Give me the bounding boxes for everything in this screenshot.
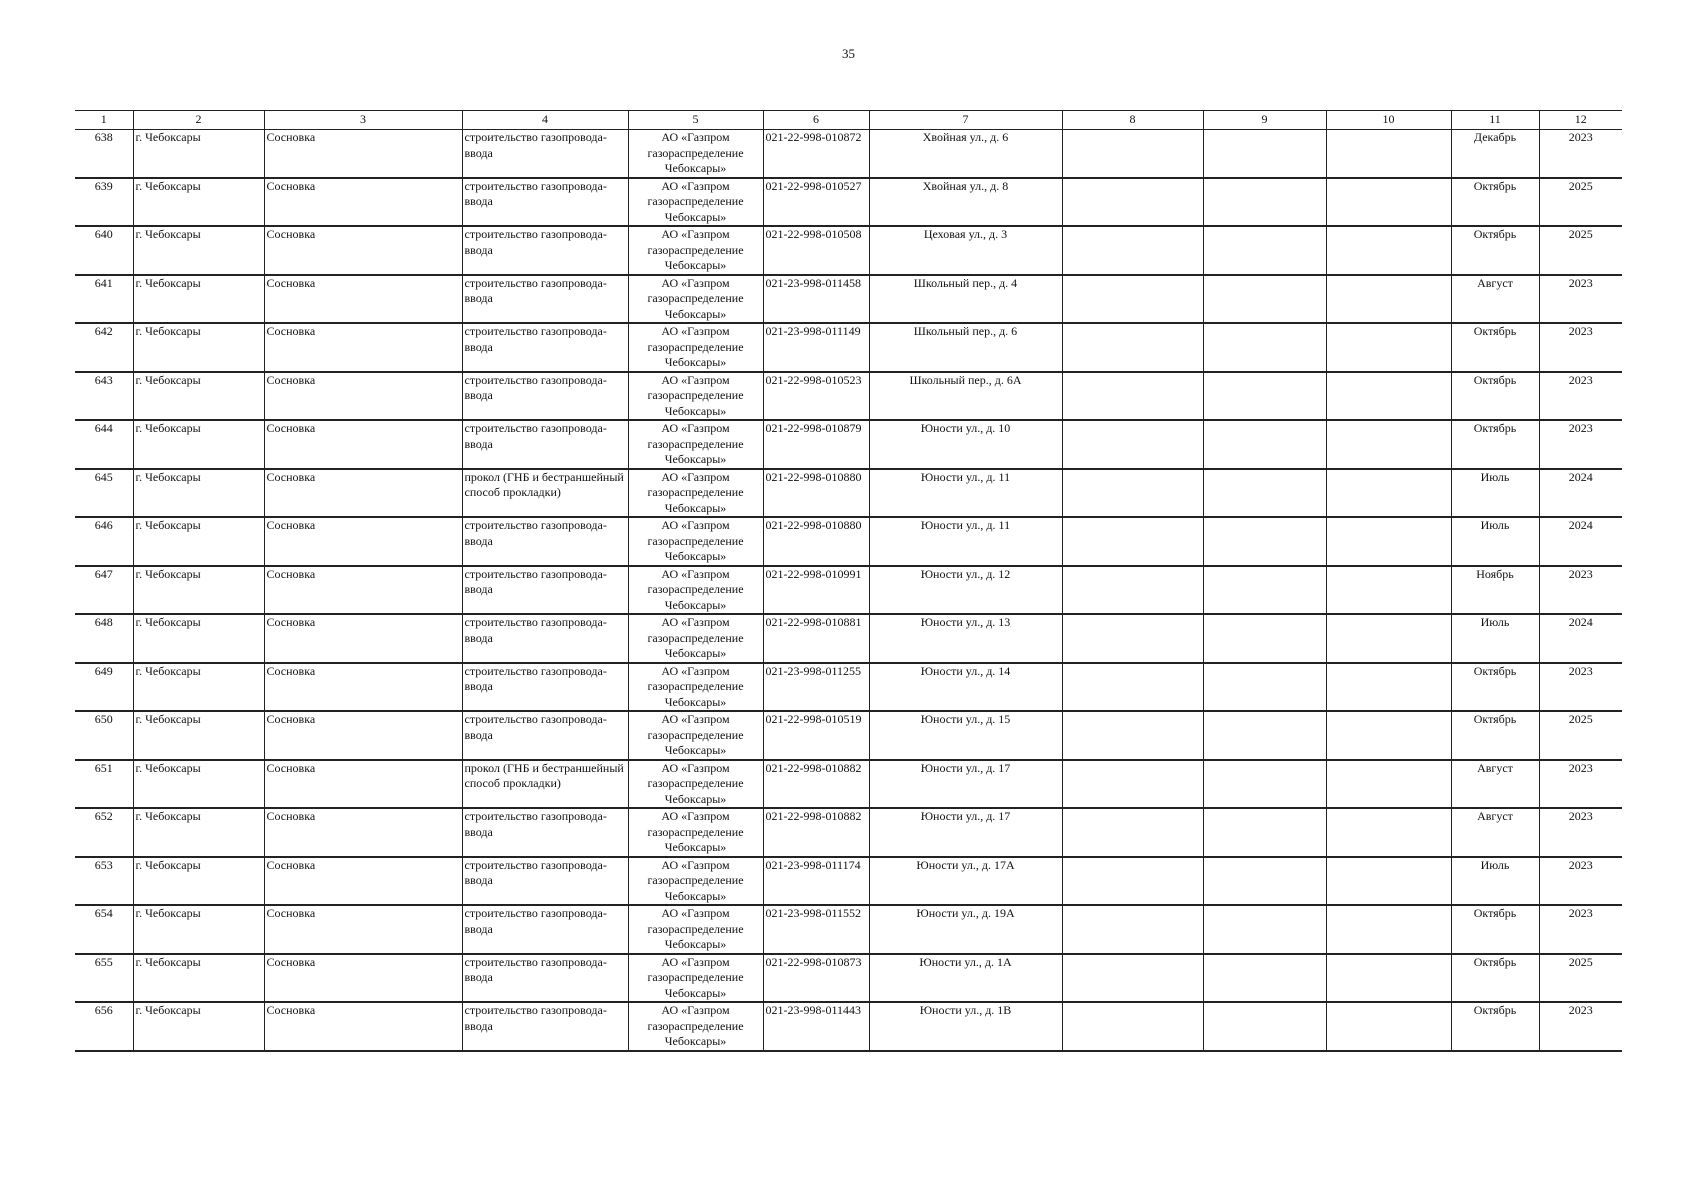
cell-col8	[1062, 711, 1203, 760]
cell-col10	[1326, 130, 1451, 178]
cell-year: 2025	[1539, 954, 1622, 1003]
cell-row-number: 645	[75, 469, 133, 518]
cell-work-type: строительство газопровода-ввода	[462, 178, 628, 227]
cell-organization: АО «Газпром газораспределение Чебоксары»	[628, 566, 763, 615]
cell-district: Сосновка	[264, 420, 462, 469]
cell-city: г. Чебоксары	[133, 905, 264, 954]
cell-city: г. Чебоксары	[133, 323, 264, 372]
cell-city: г. Чебоксары	[133, 226, 264, 275]
cell-organization: АО «Газпром газораспределение Чебоксары»	[628, 178, 763, 227]
column-header: 12	[1539, 111, 1622, 130]
cell-address: Юности ул., д. 11	[869, 469, 1062, 518]
cell-year: 2025	[1539, 711, 1622, 760]
register-table	[75, 110, 1622, 1052]
cell-address: Юности ул., д. 11	[869, 517, 1062, 566]
cell-month: Июль	[1451, 469, 1539, 518]
cell-col9	[1203, 711, 1326, 760]
cell-organization: АО «Газпром газораспределение Чебоксары»	[628, 275, 763, 324]
page-number: 35	[842, 46, 855, 61]
cell-col10	[1326, 566, 1451, 615]
cell-row-number: 654	[75, 905, 133, 954]
cell-month: Октябрь	[1451, 905, 1539, 954]
cell-district: Сосновка	[264, 905, 462, 954]
cell-organization: АО «Газпром газораспределение Чебоксары»	[628, 469, 763, 518]
cell-code: 021-22-998-010881	[763, 614, 869, 663]
cell-col9	[1203, 372, 1326, 421]
cell-col8	[1062, 275, 1203, 324]
cell-row-number: 649	[75, 663, 133, 712]
cell-district: Сосновка	[264, 614, 462, 663]
cell-year: 2023	[1539, 420, 1622, 469]
cell-work-type: строительство газопровода-ввода	[462, 954, 628, 1003]
cell-district: Сосновка	[264, 954, 462, 1003]
cell-col8	[1062, 663, 1203, 712]
cell-organization: АО «Газпром газораспределение Чебоксары»	[628, 372, 763, 421]
table-row	[75, 711, 1622, 760]
cell-month: Октябрь	[1451, 1002, 1539, 1051]
cell-month: Декабрь	[1451, 130, 1539, 178]
cell-organization: АО «Газпром газораспределение Чебоксары»	[628, 130, 763, 178]
cell-col8	[1062, 760, 1203, 809]
cell-col9	[1203, 275, 1326, 324]
cell-district: Сосновка	[264, 711, 462, 760]
cell-row-number: 644	[75, 420, 133, 469]
cell-col8	[1062, 808, 1203, 857]
table-row	[75, 275, 1622, 324]
cell-col8	[1062, 469, 1203, 518]
cell-organization: АО «Газпром газораспределение Чебоксары»	[628, 226, 763, 275]
cell-address: Юности ул., д. 19А	[869, 905, 1062, 954]
cell-year: 2023	[1539, 905, 1622, 954]
cell-work-type: строительство газопровода-ввода	[462, 1002, 628, 1051]
table-row	[75, 808, 1622, 857]
cell-row-number: 655	[75, 954, 133, 1003]
cell-organization: АО «Газпром газораспределение Чебоксары»	[628, 517, 763, 566]
cell-row-number: 651	[75, 760, 133, 809]
cell-district: Сосновка	[264, 857, 462, 906]
table-row	[75, 566, 1622, 615]
cell-row-number: 650	[75, 711, 133, 760]
cell-work-type: строительство газопровода-ввода	[462, 905, 628, 954]
cell-col9	[1203, 323, 1326, 372]
cell-month: Октябрь	[1451, 420, 1539, 469]
cell-work-type: прокол (ГНБ и бестраншейный способ прокладки)	[462, 760, 628, 809]
table-row	[75, 469, 1622, 518]
cell-code: 021-23-998-011552	[763, 905, 869, 954]
cell-work-type: строительство газопровода-ввода	[462, 130, 628, 178]
cell-row-number: 646	[75, 517, 133, 566]
cell-code: 021-22-998-010523	[763, 372, 869, 421]
cell-year: 2023	[1539, 663, 1622, 712]
cell-col9	[1203, 808, 1326, 857]
cell-city: г. Чебоксары	[133, 469, 264, 518]
table-row	[75, 130, 1622, 178]
cell-address: Юности ул., д. 15	[869, 711, 1062, 760]
cell-col10	[1326, 275, 1451, 324]
cell-month: Октябрь	[1451, 178, 1539, 227]
cell-code: 021-22-998-010519	[763, 711, 869, 760]
cell-col9	[1203, 614, 1326, 663]
cell-work-type: строительство газопровода-ввода	[462, 857, 628, 906]
cell-city: г. Чебоксары	[133, 711, 264, 760]
cell-city: г. Чебоксары	[133, 178, 264, 227]
table-row	[75, 760, 1622, 809]
cell-col8	[1062, 130, 1203, 178]
cell-month: Октябрь	[1451, 372, 1539, 421]
cell-col10	[1326, 954, 1451, 1003]
cell-work-type: строительство газопровода-ввода	[462, 420, 628, 469]
table-row	[75, 905, 1622, 954]
column-header: 6	[763, 111, 869, 130]
cell-district: Сосновка	[264, 808, 462, 857]
cell-col10	[1326, 226, 1451, 275]
cell-organization: АО «Газпром газораспределение Чебоксары»	[628, 711, 763, 760]
cell-code: 021-23-998-011443	[763, 1002, 869, 1051]
cell-work-type: строительство газопровода-ввода	[462, 566, 628, 615]
cell-city: г. Чебоксары	[133, 760, 264, 809]
cell-organization: АО «Газпром газораспределение Чебоксары»	[628, 954, 763, 1003]
column-header: 11	[1451, 111, 1539, 130]
cell-month: Июль	[1451, 614, 1539, 663]
cell-col10	[1326, 372, 1451, 421]
cell-row-number: 653	[75, 857, 133, 906]
cell-district: Сосновка	[264, 226, 462, 275]
cell-city: г. Чебоксары	[133, 372, 264, 421]
cell-month: Июль	[1451, 517, 1539, 566]
cell-row-number: 638	[75, 130, 133, 178]
cell-city: г. Чебоксары	[133, 517, 264, 566]
cell-code: 021-22-998-010872	[763, 130, 869, 178]
cell-row-number: 652	[75, 808, 133, 857]
cell-address: Юности ул., д. 1А	[869, 954, 1062, 1003]
cell-address: Хвойная ул., д. 8	[869, 178, 1062, 227]
table-row	[75, 517, 1622, 566]
cell-district: Сосновка	[264, 566, 462, 615]
cell-work-type: строительство газопровода-ввода	[462, 226, 628, 275]
cell-month: Октябрь	[1451, 954, 1539, 1003]
cell-month: Октябрь	[1451, 711, 1539, 760]
cell-col9	[1203, 226, 1326, 275]
cell-col9	[1203, 178, 1326, 227]
column-header: 7	[869, 111, 1062, 130]
cell-district: Сосновка	[264, 663, 462, 712]
cell-work-type: прокол (ГНБ и бестраншейный способ прокладки)	[462, 469, 628, 518]
cell-organization: АО «Газпром газораспределение Чебоксары»	[628, 1002, 763, 1051]
cell-address: Юности ул., д. 17	[869, 808, 1062, 857]
cell-month: Июль	[1451, 857, 1539, 906]
cell-code: 021-22-998-010880	[763, 517, 869, 566]
cell-year: 2025	[1539, 226, 1622, 275]
cell-city: г. Чебоксары	[133, 614, 264, 663]
table-row	[75, 1002, 1622, 1051]
table-row	[75, 323, 1622, 372]
cell-year: 2023	[1539, 323, 1622, 372]
column-header: 3	[264, 111, 462, 130]
cell-city: г. Чебоксары	[133, 663, 264, 712]
table-row	[75, 420, 1622, 469]
cell-col8	[1062, 420, 1203, 469]
cell-col8	[1062, 614, 1203, 663]
cell-col8	[1062, 857, 1203, 906]
cell-col9	[1203, 857, 1326, 906]
cell-year: 2023	[1539, 275, 1622, 324]
cell-row-number: 639	[75, 178, 133, 227]
cell-work-type: строительство газопровода-ввода	[462, 372, 628, 421]
cell-col8	[1062, 1002, 1203, 1051]
cell-month: Ноябрь	[1451, 566, 1539, 615]
cell-col8	[1062, 178, 1203, 227]
cell-district: Сосновка	[264, 760, 462, 809]
cell-row-number: 640	[75, 226, 133, 275]
table-row	[75, 226, 1622, 275]
cell-address: Юности ул., д. 12	[869, 566, 1062, 615]
cell-city: г. Чебоксары	[133, 1002, 264, 1051]
cell-col8	[1062, 566, 1203, 615]
cell-address: Юности ул., д. 14	[869, 663, 1062, 712]
table-row	[75, 857, 1622, 906]
cell-col9	[1203, 130, 1326, 178]
cell-month: Октябрь	[1451, 226, 1539, 275]
cell-col9	[1203, 517, 1326, 566]
cell-col10	[1326, 517, 1451, 566]
cell-col10	[1326, 711, 1451, 760]
cell-row-number: 643	[75, 372, 133, 421]
cell-row-number: 647	[75, 566, 133, 615]
cell-code: 021-23-998-011458	[763, 275, 869, 324]
column-header: 10	[1326, 111, 1451, 130]
cell-month: Август	[1451, 275, 1539, 324]
cell-organization: АО «Газпром газораспределение Чебоксары»	[628, 760, 763, 809]
column-header: 1	[75, 111, 133, 130]
cell-address: Юности ул., д. 17	[869, 760, 1062, 809]
cell-organization: АО «Газпром газораспределение Чебоксары»	[628, 857, 763, 906]
cell-organization: АО «Газпром газораспределение Чебоксары»	[628, 614, 763, 663]
cell-col10	[1326, 857, 1451, 906]
cell-code: 021-22-998-010508	[763, 226, 869, 275]
column-header: 5	[628, 111, 763, 130]
cell-district: Сосновка	[264, 275, 462, 324]
cell-address: Школьный пер., д. 6А	[869, 372, 1062, 421]
cell-col9	[1203, 760, 1326, 809]
table-row	[75, 372, 1622, 421]
cell-address: Школьный пер., д. 4	[869, 275, 1062, 324]
cell-col8	[1062, 226, 1203, 275]
cell-organization: АО «Газпром газораспределение Чебоксары»	[628, 663, 763, 712]
cell-code: 021-22-998-010879	[763, 420, 869, 469]
cell-city: г. Чебоксары	[133, 130, 264, 178]
cell-year: 2023	[1539, 130, 1622, 178]
cell-col8	[1062, 517, 1203, 566]
cell-code: 021-22-998-010880	[763, 469, 869, 518]
cell-year: 2023	[1539, 372, 1622, 421]
cell-year: 2024	[1539, 517, 1622, 566]
cell-col9	[1203, 469, 1326, 518]
cell-work-type: строительство газопровода-ввода	[462, 663, 628, 712]
cell-district: Сосновка	[264, 323, 462, 372]
cell-code: 021-22-998-010991	[763, 566, 869, 615]
cell-month: Октябрь	[1451, 663, 1539, 712]
cell-district: Сосновка	[264, 372, 462, 421]
cell-col9	[1203, 663, 1326, 712]
cell-col10	[1326, 760, 1451, 809]
cell-year: 2023	[1539, 808, 1622, 857]
cell-year: 2024	[1539, 614, 1622, 663]
cell-year: 2023	[1539, 1002, 1622, 1051]
table-row	[75, 954, 1622, 1003]
cell-city: г. Чебоксары	[133, 420, 264, 469]
cell-col10	[1326, 323, 1451, 372]
cell-organization: АО «Газпром газораспределение Чебоксары»	[628, 905, 763, 954]
column-header: 2	[133, 111, 264, 130]
column-header: 4	[462, 111, 628, 130]
cell-col8	[1062, 905, 1203, 954]
cell-work-type: строительство газопровода-ввода	[462, 323, 628, 372]
cell-code: 021-22-998-010882	[763, 808, 869, 857]
cell-district: Сосновка	[264, 178, 462, 227]
column-header: 8	[1062, 111, 1203, 130]
cell-col10	[1326, 469, 1451, 518]
cell-address: Школьный пер., д. 6	[869, 323, 1062, 372]
table-row	[75, 614, 1622, 663]
cell-month: Октябрь	[1451, 323, 1539, 372]
cell-year: 2025	[1539, 178, 1622, 227]
cell-col8	[1062, 372, 1203, 421]
cell-col10	[1326, 1002, 1451, 1051]
cell-city: г. Чебоксары	[133, 566, 264, 615]
cell-organization: АО «Газпром газораспределение Чебоксары»	[628, 323, 763, 372]
cell-col9	[1203, 566, 1326, 615]
cell-col9	[1203, 1002, 1326, 1051]
table-row	[75, 663, 1622, 712]
cell-code: 021-22-998-010873	[763, 954, 869, 1003]
cell-month: Август	[1451, 760, 1539, 809]
cell-organization: АО «Газпром газораспределение Чебоксары»	[628, 420, 763, 469]
cell-year: 2023	[1539, 566, 1622, 615]
cell-work-type: строительство газопровода-ввода	[462, 517, 628, 566]
cell-code: 021-23-998-011174	[763, 857, 869, 906]
cell-organization: АО «Газпром газораспределение Чебоксары»	[628, 808, 763, 857]
cell-col10	[1326, 905, 1451, 954]
cell-row-number: 641	[75, 275, 133, 324]
cell-col10	[1326, 663, 1451, 712]
cell-col10	[1326, 808, 1451, 857]
cell-city: г. Чебоксары	[133, 954, 264, 1003]
cell-row-number: 656	[75, 1002, 133, 1051]
cell-month: Август	[1451, 808, 1539, 857]
cell-district: Сосновка	[264, 469, 462, 518]
cell-row-number: 642	[75, 323, 133, 372]
cell-district: Сосновка	[264, 130, 462, 178]
cell-address: Юности ул., д. 13	[869, 614, 1062, 663]
cell-address: Юности ул., д. 10	[869, 420, 1062, 469]
cell-address: Юности ул., д. 1В	[869, 1002, 1062, 1051]
cell-work-type: строительство газопровода-ввода	[462, 275, 628, 324]
cell-address: Юности ул., д. 17А	[869, 857, 1062, 906]
cell-city: г. Чебоксары	[133, 275, 264, 324]
cell-col8	[1062, 323, 1203, 372]
cell-address: Хвойная ул., д. 6	[869, 130, 1062, 178]
cell-code: 021-22-998-010882	[763, 760, 869, 809]
cell-work-type: строительство газопровода-ввода	[462, 614, 628, 663]
cell-year: 2023	[1539, 857, 1622, 906]
cell-code: 021-23-998-011255	[763, 663, 869, 712]
cell-work-type: строительство газопровода-ввода	[462, 711, 628, 760]
cell-col9	[1203, 954, 1326, 1003]
cell-row-number: 648	[75, 614, 133, 663]
column-number-row	[75, 111, 1622, 130]
cell-code: 021-23-998-011149	[763, 323, 869, 372]
cell-year: 2024	[1539, 469, 1622, 518]
table-row	[75, 178, 1622, 227]
column-header: 9	[1203, 111, 1326, 130]
cell-col10	[1326, 420, 1451, 469]
cell-city: г. Чебоксары	[133, 808, 264, 857]
cell-address: Цеховая ул., д. 3	[869, 226, 1062, 275]
cell-col9	[1203, 905, 1326, 954]
cell-col8	[1062, 954, 1203, 1003]
cell-work-type: строительство газопровода-ввода	[462, 808, 628, 857]
cell-city: г. Чебоксары	[133, 857, 264, 906]
cell-col10	[1326, 178, 1451, 227]
cell-district: Сосновка	[264, 1002, 462, 1051]
cell-code: 021-22-998-010527	[763, 178, 869, 227]
cell-district: Сосновка	[264, 517, 462, 566]
cell-col10	[1326, 614, 1451, 663]
cell-col9	[1203, 420, 1326, 469]
cell-year: 2023	[1539, 760, 1622, 809]
